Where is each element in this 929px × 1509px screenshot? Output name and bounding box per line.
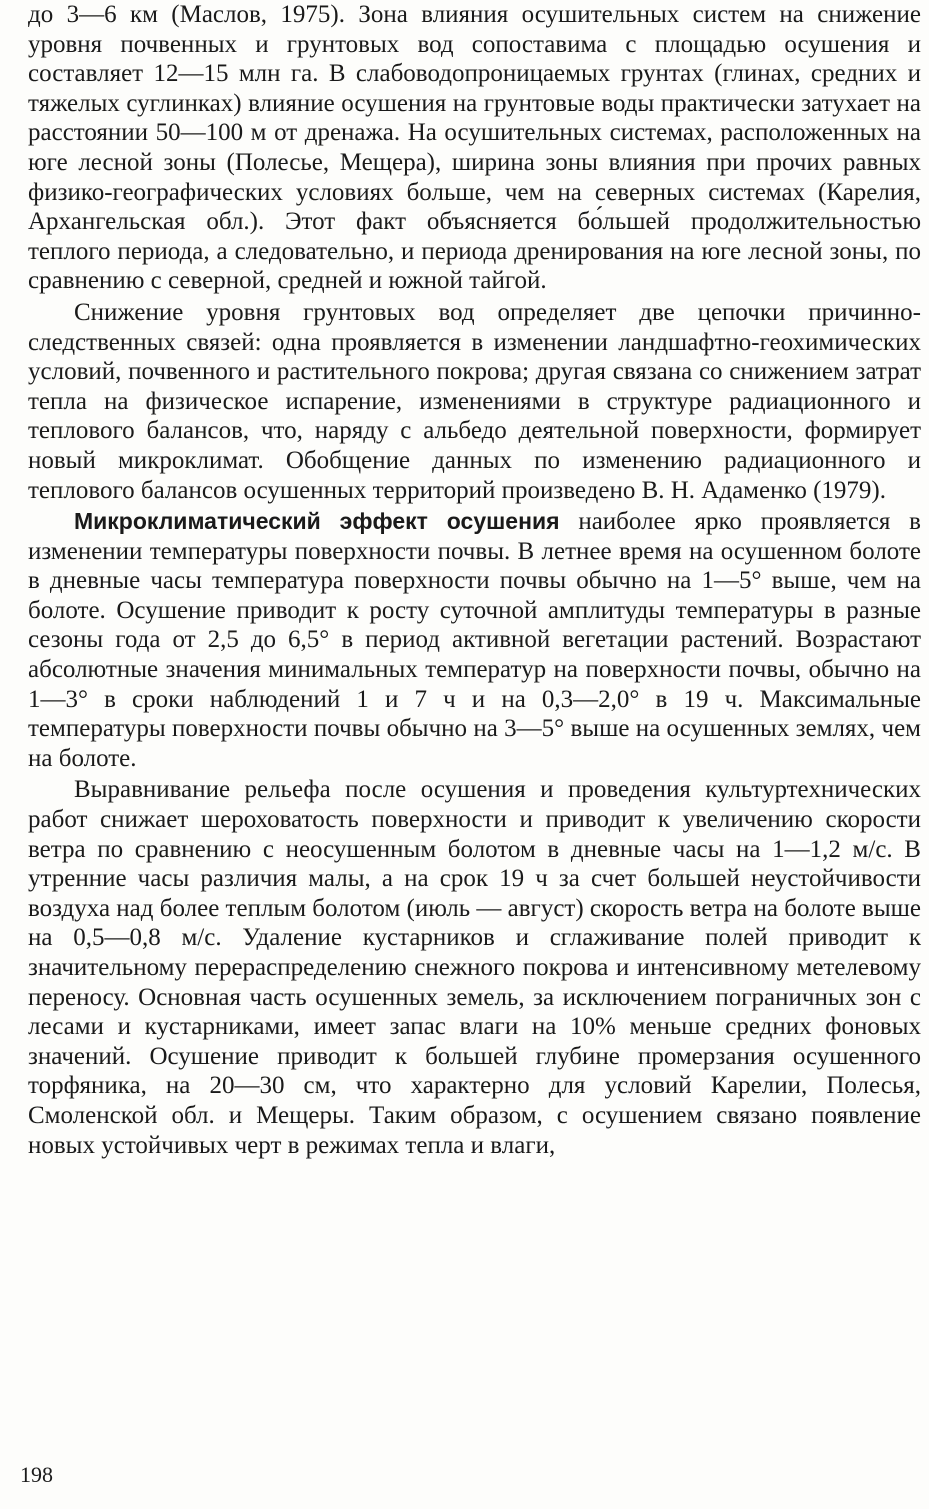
body-text xyxy=(28,0,921,1162)
paragraph-3-text: наиболее ярко проявляется в изменении температуры поверхности почвы. В летнее время на осушенном болоте в дневные часы температура поверхности почвы обычно на 1—5° выше, чем на болоте. Осушение приводит к росту суточной амплитуды температуры в разные сезоны года от 2,5 до 6,5° в период активной вегетации растений. Возрастают абсолютные значения минимальных температур на поверхности почвы, обычно на 1—3° в сроки наблюдений 1 и 7 ч и на 0,3—2,0° в 19 ч. Максимальные температуры поверхности почвы обычно на 3—5° выше на осушенных землях, чем на болоте. xyxy=(28,508,921,772)
paragraph-3 xyxy=(28,507,921,773)
paragraph-1-text: до 3—6 км (Маслов, 1975). Зона влияния осушительных систем на снижение уровня почвенных и грунтовых вод сопоставима с площадью осушения и составляет 12—15 млн га. В слабоводопроницаемых грунтах (глинах, средних и тяжелых суглинках) влияние осушения на грунтовые воды практически затухает на расстоянии 50—100 м от дренажа. На осушительных системах, расположенных на юге лесной зоны (Полесье, Мещера), ширина зоны влияния при прочих равных физико-географических условиях больше, чем на северных системах (Карелия, Архангельская обл.). Этот факт объясняется бо́льшей продолжительностью теплого периода, а следовательно, и периода дренирования на юге лесной зоны, по сравнению с северной, средней и южной тайгой. xyxy=(28,1,921,295)
paragraph-2-text: Снижение уровня грунтовых вод определяет две цепочки причинно-следственных связей: одна проявляется в изменении ландшафтно-геохимических условий, почвенного и растительного покрова; другая связана со снижением затрат тепла на физическое испарение, изменениями в структуре радиационного и теплового балансов, что, наряду с альбедо деятельной поверхности, формирует новый микроклимат. Обобщение данных по изменению радиационного и теплового балансов осушенных территорий произведено В. Н. Адаменко (1979). xyxy=(28,298,921,504)
paragraph-3-lead-term: Микроклиматический эффект осушения xyxy=(74,508,560,535)
paragraph-1 xyxy=(28,0,921,296)
paragraph-4 xyxy=(28,775,921,1160)
paragraph-2 xyxy=(28,298,921,505)
paragraph-4-text: Выравнивание рельефа после осушения и проведения культуртехнических работ снижает шероховатость поверхности и приводит к увеличению скорости ветра по сравнению с неосушенным болотом в дневные часы на 1—1,2 м/с. В утренние часы различия малы, а на срок 19 ч за счет большей неустойчивости воздуха над более теплым болотом (июль — август) скорость ветра на болоте выше на 0,5—0,8 м/с. Удаление кустарников и сглаживание полей приводит к значительному перераспределению снежного покрова и интенсивному метелевому переносу. Основная часть осушенных земель, за исключением пограничных зон с лесами и кустарниками, имеет запас влаги на 10% меньше средних фоновых значений. Осушение приводит к большей глубине промерзания осушенного торфяника, на 20—30 см, что характерно для условий Карелии, Полесья, Смоленской обл. и Мещеры. Таким образом, с осушением связано появление новых устойчивых черт в режимах тепла и влаги, xyxy=(28,776,921,1159)
page-number: 198 xyxy=(20,1462,53,1487)
